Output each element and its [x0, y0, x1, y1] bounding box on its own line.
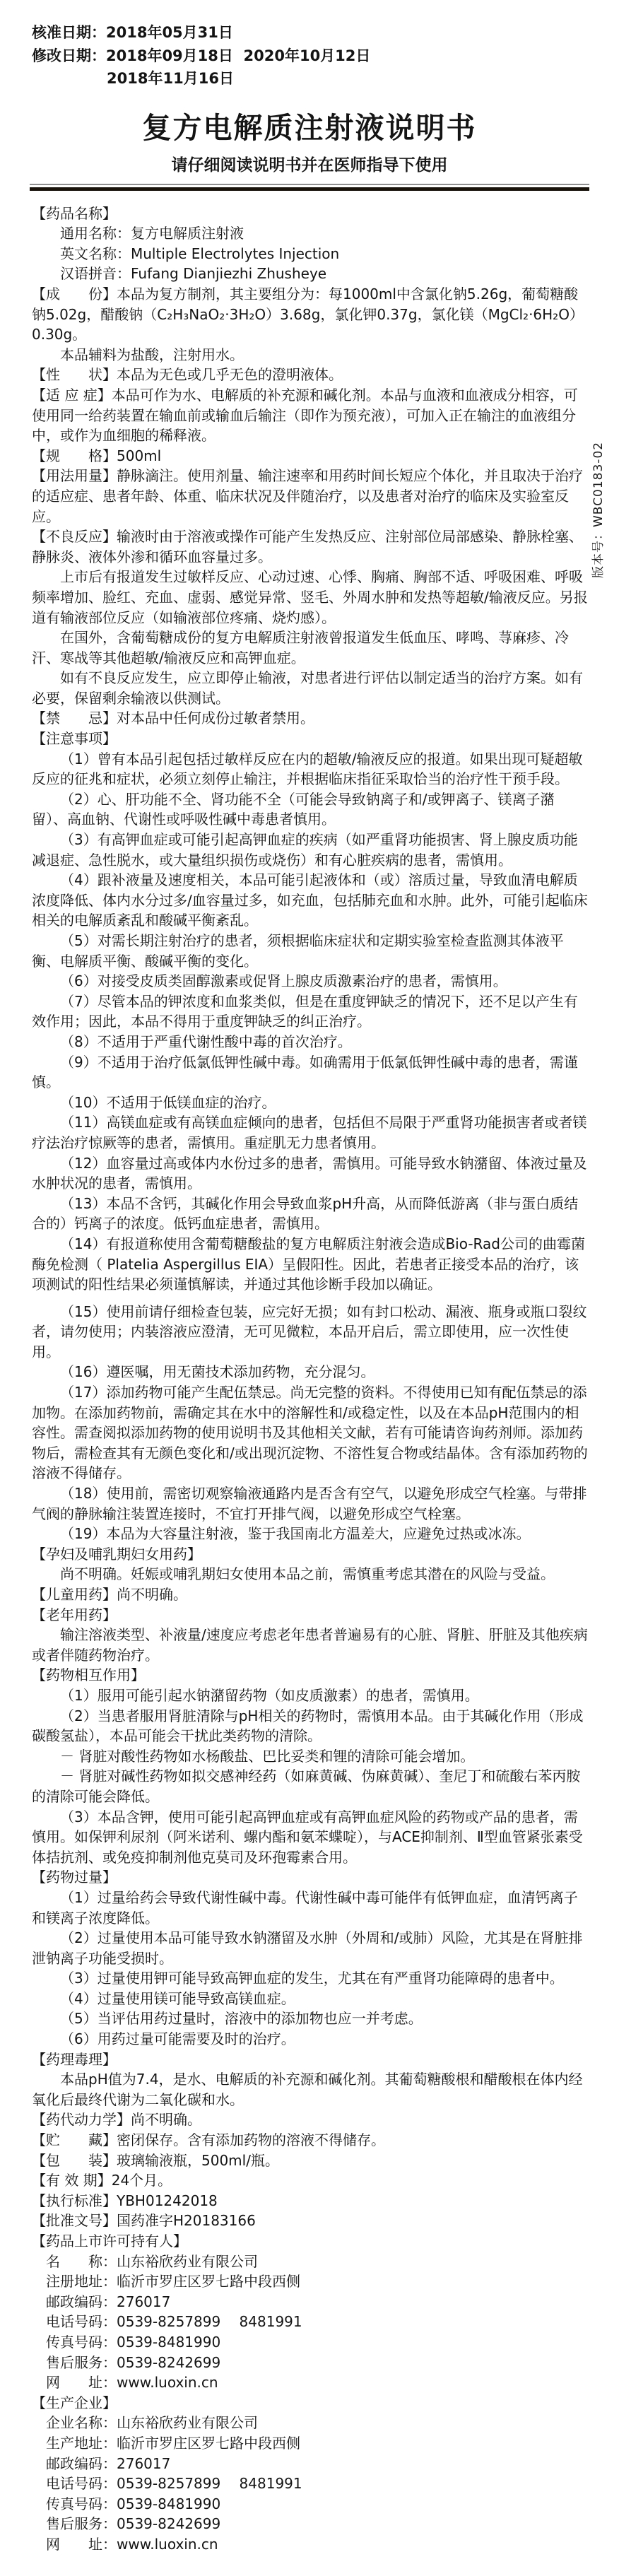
- doc-paragraph: （8）不适用于严重代谢性酸中毒的首次治疗。: [60, 1033, 352, 1050]
- modified-date-line-2: 2018年11月16日: [107, 70, 234, 88]
- approved-date-line: 核准日期：2018年05月31日: [32, 24, 233, 41]
- doc-paragraph: 【儿童用药】尚不明确。: [32, 1586, 187, 1604]
- doc-paragraph: 邮政编码：276017: [46, 2293, 171, 2310]
- doc-paragraph: 【适 应 症】本品可作为水、电解质的补充源和碱化剂。本品与血液和血液成分相容，可使用同一给药装置在输血前或输血后输注（即作为预充液），可加入正在输注的血液组分中，或作为血细胞的稀释液。: [32, 386, 578, 445]
- version-note: 版本号：WBC0183-02: [591, 441, 606, 578]
- doc-paragraph: 注册地址：临沂市罗庄区罗七路中段西侧: [46, 2273, 300, 2290]
- doc-paragraph: （2）过量使用本品可能导致水钠潴留及水肿（外周和/或肺）风险，尤其是在肾脏排泄钠离子功能受损时。: [32, 1929, 583, 1967]
- doc-paragraph: 汉语拼音：Fufang Dianjiezhi Zhusheye: [60, 265, 327, 283]
- doc-paragraph: 【药品上市许可持有人】: [32, 2233, 187, 2250]
- doc-paragraph: 【药代动力学】尚不明确。: [32, 2111, 201, 2129]
- doc-paragraph: 电话号码：0539-8257899 8481991: [46, 2475, 302, 2493]
- doc-paragraph: （5）当评估用药过量时，溶液中的添加物也应一并考虑。: [60, 2010, 423, 2028]
- doc-paragraph: 【有 效 期】24个月。: [32, 2172, 172, 2189]
- doc-paragraph: 尚不明确。妊娠或哺乳期妇女使用本品之前，需慎重考虑其潜在的风险与受益。: [60, 1565, 555, 1583]
- divider-thin-line: [30, 184, 589, 185]
- doc-paragraph: 上市后有报道发生过敏样反应、心动过速、心悸、胸痛、胸部不适、呼吸困难、呼吸频率增加、脸红、充血、虚弱、感觉异常、竖毛、外周水肿和发热等超敏/输液反应。另报道有输液部位反应（如输液部位疼痛、烧灼感）。: [32, 568, 588, 626]
- doc-paragraph: （16）遵医嘱，用无菌技术添加药物，充分混匀。: [60, 1363, 375, 1381]
- doc-paragraph: 【不良反应】输液时由于溶液或操作可能产生发热反应、注射部位局部感染、静脉栓塞、静脉炎、液体外渗和循环血容量过多。: [32, 528, 583, 565]
- doc-paragraph: 传真号码：0539-8481990: [46, 2495, 221, 2512]
- doc-paragraph: （5）对需长期注射治疗的患者，须根据临床症状和定期实验室检查监测其体液平衡、电解质平衡、酸碱平衡的变化。: [32, 932, 564, 970]
- doc-paragraph: 【批准文号】国药准字H20183166: [32, 2212, 256, 2230]
- header-divider: [30, 184, 589, 191]
- modified-date-line: 修改日期：2018年09月18日 2020年10月12日: [32, 47, 371, 64]
- doc-paragraph: （6）用药过量可能需要及时的治疗。: [60, 2030, 295, 2048]
- doc-paragraph: 【孕妇及哺乳期妇女用药】: [32, 1545, 201, 1563]
- doc-paragraph: 本品pH值为7.4，是水、电解质的补充源和碱化剂。其葡萄糖酸根和醋酸根在体内经氧化后最终代谢为二氧化碳和水。: [32, 2071, 583, 2108]
- doc-paragraph: 售后服务：0539-8242699: [46, 2353, 221, 2371]
- doc-paragraph: 售后服务：0539-8242699: [46, 2515, 221, 2533]
- doc-paragraph: 【药物过量】: [32, 1869, 117, 1886]
- doc-paragraph: 企业名称：山东裕欣药业有限公司: [46, 2414, 258, 2432]
- doc-paragraph: 电话号码：0539-8257899 8481991: [46, 2313, 302, 2331]
- doc-paragraph: 【注意事项】: [32, 730, 117, 748]
- doc-paragraph: （3）过量使用钾可能导致高钾血症的发生，尤其在有严重肾功能障碍的患者中。: [60, 1970, 564, 1987]
- doc-paragraph: 通用名称：复方电解质注射液: [60, 225, 244, 242]
- doc-paragraph: － 肾脏对酸性药物如水杨酸盐、巴比妥类和锂的清除可能会增加。: [60, 1747, 475, 1765]
- doc-paragraph: 生产地址：临沂市罗庄区罗七路中段西侧: [46, 2434, 300, 2452]
- doc-paragraph: 【药品名称】: [32, 204, 117, 222]
- doc-paragraph: （3）有高钾血症或可能引起高钾血症的疾病（如严重肾功能损害、肾上腺皮质功能减退症、急性脱水，或大量组织损伤或烧伤）和有心脏疾病的患者，需慎用。: [32, 831, 578, 869]
- doc-paragraph: （11）高镁血症或有高镁血症倾向的患者，包括但不局限于严重肾功能损害者或者镁疗法治疗惊厥等的患者，需慎用。重症肌无力患者慎用。: [32, 1114, 587, 1151]
- doc-paragraph: （15）使用前请仔细检查包装，应完好无损；如有封口松动、漏液、瓶身或瓶口裂纹者，请勿使用；内装溶液应澄清，无可见微粒，本品开启后，需立即使用，应一次性使用。: [32, 1302, 587, 1360]
- header: [0, 0, 619, 175]
- doc-paragraph: （4）跟补液量及速度相关，本品可能引起液体和（或）溶质过量，导致血清电解质浓度降低、体内水分过多/血容量过多，如充血，包括肺充血和水肿。此外，可能引起临床相关的电解质紊乱和酸碱平衡紊乱。: [32, 871, 588, 929]
- doc-paragraph: （2）当患者服用肾脏清除与pH相关的药物时，需慎用本品。由于其碱化作用（形成碳酸氢盐），本品可能会干扰此类药物的清除。: [32, 1707, 584, 1745]
- divider-thick-line: [30, 187, 589, 191]
- page-title: 复方电解质注射液说明书: [142, 110, 477, 145]
- doc-paragraph: （9）不适用于治疗低氯低钾性碱中毒。如确需用于低氯低钾性碱中毒的患者，需谨慎。: [32, 1053, 578, 1091]
- doc-paragraph: 【用法用量】静脉滴注。使用剂量、输注速率和用药时间长短应个体化，并且取决于治疗的适应症、患者年龄、体重、临床状况及伴随治疗，以及患者对治疗的临床及实验室反应。: [32, 467, 583, 525]
- doc-paragraph: 邮政编码：276017: [46, 2454, 171, 2472]
- doc-paragraph: （18）使用前，需密切观察输液通路内是否含有空气，以避免形成空气栓塞。与带排气阀的静脉输注装置连接时，不宜打开排气阀，以避免形成空气栓塞。: [32, 1485, 587, 1522]
- doc-paragraph: （1）服用可能引起水钠潴留药物（如皮质激素）的患者，需慎用。: [60, 1686, 479, 1704]
- doc-paragraph: 名 称：山东裕欣药业有限公司: [46, 2252, 258, 2270]
- doc-paragraph: 本品辅料为盐酸，注射用水。: [60, 346, 244, 363]
- doc-body: [0, 201, 619, 2576]
- doc-paragraph: （19）本品为大容量注射液，鉴于我国南北方温差大，应避免过热或冰冻。: [60, 1525, 531, 1543]
- doc-paragraph: 【贮 藏】密闭保存。含有添加药物的溶液不得储存。: [32, 2131, 385, 2149]
- doc-paragraph: （14）有报道称使用含葡萄糖酸盐的复方电解质注射液会造成Bio-Rad公司的曲霉菌酶免检测（ Platelia Aspergillus EIA）呈假阳性。因此，若患者正接受本品的治疗，该项测试的阳性结果必须谨慎解读，并通过其他诊断手段加以确证。: [32, 1235, 585, 1293]
- page-subtitle: 请仔细阅读说明书并在医师指导下使用: [171, 155, 448, 175]
- doc-paragraph: （1）曾有本品引起包括过敏样反应在内的超敏/输液反应的报道。如果出现可疑超敏反应的征兆和症状，必须立刻停止输注，并根据临床指征采取恰当的治疗性干预手段。: [32, 750, 583, 788]
- doc-paragraph: 【规 格】500ml: [32, 447, 162, 464]
- doc-paragraph: （3）本品含钾，使用可能引起高钾血症或有高钾血症风险的药物或产品的患者，需慎用。如保钾利尿剂（阿米诺利、螺内酯和氨苯蝶啶），与ACE抑制剂、Ⅱ型血管紧张素受体拮抗剂、或免疫抑制剂他克莫司及环孢霉素合用。: [32, 1808, 583, 1866]
- doc-paragraph: 【成 份】本品为复方制剂，其主要组分为：每1000ml中含氯化钠5.26g，葡萄糖酸钠5.02g，醋酸钠（C₂H₃NaO₂·3H₂O）3.68g，氯化钾0.37g，氯化镁（MgCl₂·6H₂O）0.30g。: [32, 286, 584, 343]
- doc-paragraph: （6）对接受皮质类固醇激素或促肾上腺皮质激素治疗的患者，需慎用。: [60, 972, 507, 990]
- doc-paragraph: 【包 装】玻璃输液瓶，500ml/瓶。: [32, 2151, 279, 2169]
- doc-paragraph: 网 址：www.luoxin.cn: [46, 2535, 218, 2553]
- doc-paragraph: 传真号码：0539-8481990: [46, 2333, 221, 2351]
- doc-paragraph: 【执行标准】YBH01242018: [32, 2192, 218, 2209]
- doc-paragraph: 【药理毒理】: [32, 2050, 117, 2068]
- doc-paragraph: 在国外，含葡萄糖成份的复方电解质注射液曾报道发生低血压、哮鸣、荨麻疹、冷汗、寒战等其他超敏/输液反应和高钾血症。: [32, 629, 569, 666]
- doc-paragraph: （12）血容量过高或体内水份过多的患者，需慎用。可能导致水钠潴留、体液过量及水肿状况的患者，需慎用。: [32, 1154, 587, 1192]
- doc-paragraph: （10）不适用于低镁血症的治疗。: [60, 1093, 276, 1111]
- doc-paragraph: － 肾脏对碱性药物如拟交感神经药（如麻黄碱、伪麻黄碱）、奎尼丁和硫酸右苯丙胺的清除可能会降低。: [32, 1768, 581, 1805]
- doc-paragraph: 【禁 忌】对本品中任何成份过敏者禁用。: [32, 710, 314, 727]
- doc-paragraph: 网 址：www.luoxin.cn: [46, 2374, 218, 2392]
- doc-paragraph: （7）尽管本品的钾浓度和血浆类似，但是在重度钾缺乏的情况下，还不足以产生有效作用；因此，本品不得用于重度钾缺乏的纠正治疗。: [32, 992, 578, 1030]
- doc-paragraph: （17）添加药物可能产生配伍禁忌。尚无完整的资料。不得使用已知有配伍禁忌的添加物。在添加药物前，需确定其在水中的溶解性和/或稳定性，以及在本品pH范围内的相容性。需查阅拟添加药物的使用说明书及其他相关文献，若有可能请咨询药剂师。添加药物后，需检查其有无颜色变化和/或出现沉淀物、不溶性复合物或结晶体。含有添加药物的溶液不得储存。: [32, 1384, 588, 1482]
- doc-paragraph: 【老年用药】: [32, 1606, 117, 1623]
- doc-paragraph: 如有不良反应发生，应立即停止输液，对患者进行评估以制定适当的治疗方案。如有必要，保留剩余输液以供测试。: [32, 669, 583, 707]
- doc-paragraph: （1）过量给药会导致代谢性碱中毒。代谢性碱中毒可能伴有低钾血症，血清钙离子和镁离子浓度降低。: [32, 1888, 578, 1927]
- doc-paragraph: 【药物相互作用】: [32, 1666, 145, 1684]
- doc-paragraph: （4）过量使用镁可能导致高镁血症。: [60, 1989, 295, 2007]
- doc-paragraph: 【生产企业】: [32, 2394, 117, 2411]
- doc-paragraph: 输注溶液类型、补液量/速度应考虑老年患者普遍易有的心脏、肾脏、肝脏及其他疾病或者伴随药物治疗。: [32, 1626, 588, 1664]
- doc-paragraph: 英文名称：Multiple Electrolytes Injection: [60, 245, 340, 262]
- doc-paragraph: （2）心、肝功能不全、肾功能不全（可能会导致钠离子和/或钾离子、镁离子潴留）、高血钠、代谢性或呼吸性碱中毒患者慎用。: [32, 790, 555, 828]
- doc-paragraph: 【性 状】本品为无色或几乎无色的澄明液体。: [32, 366, 343, 384]
- doc-paragraph: （13）本品不含钙，其碱化作用会导致血浆pH升高，从而降低游离（非与蛋白质结合的）钙离子的浓度。低钙血症患者，需慎用。: [32, 1194, 579, 1233]
